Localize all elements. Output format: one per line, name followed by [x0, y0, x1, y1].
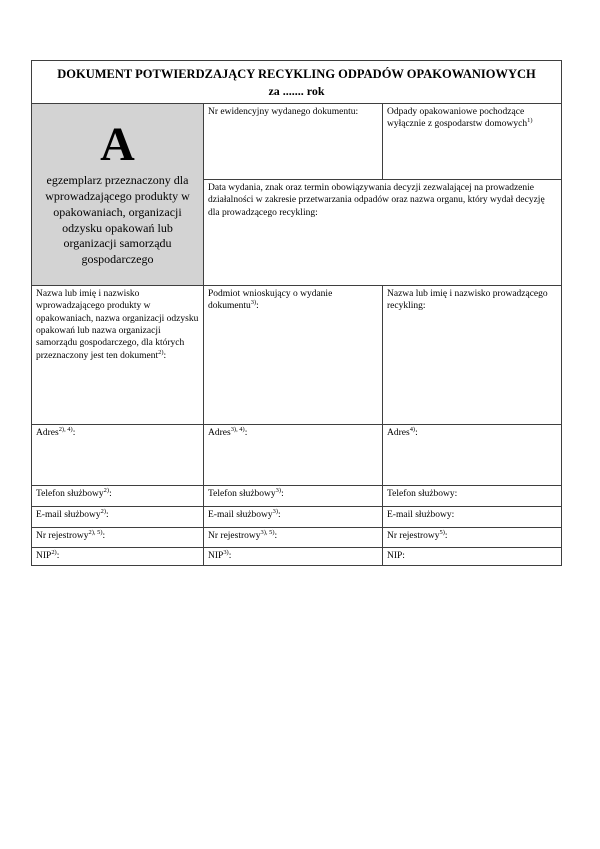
cell-registry-recycler — [383, 528, 562, 548]
cell-email-applicant — [204, 507, 383, 528]
label-suffix: : — [278, 510, 281, 520]
label-suffix: : — [274, 531, 278, 541]
cell-doc-number — [204, 104, 383, 180]
recycler-name-label: Nazwa lub imię i nazwisko prowadzącego recykling: — [387, 289, 548, 312]
doc-number-label: Nr ewidencyjny wydanego dokumentu: — [208, 107, 359, 117]
cell-decision — [204, 180, 562, 286]
phone-label: Telefon służbowy — [208, 489, 276, 499]
label-suffix: : — [102, 531, 106, 541]
phone-label: Telefon służbowy: — [387, 489, 458, 499]
cell-applicant — [204, 286, 383, 425]
cell-phone-recipient — [32, 486, 204, 507]
cell-household-waste — [383, 104, 562, 180]
label-suffix: : — [244, 428, 248, 438]
registry-label: Nr rejestrowy — [208, 531, 261, 541]
label-suffix: : — [163, 350, 167, 361]
copy-description: egzemplarz przeznaczony dla wprowadzającego produkty w opakowaniach, organizacji odzysku opakowań lub organizacji samorządu gospodarczego — [45, 172, 190, 267]
address-row — [32, 425, 562, 486]
footnote-ref: 3) — [250, 299, 257, 307]
label-suffix: : — [228, 551, 232, 561]
label-suffix: : — [72, 428, 76, 438]
cell-address-applicant — [204, 425, 383, 486]
form-title-year-line: za ....... rok — [268, 84, 325, 99]
label-suffix: : — [281, 489, 284, 499]
nip-label: NIP — [208, 551, 224, 561]
cell-nip-recycler — [383, 548, 562, 566]
footnote-ref: 3) — [275, 486, 282, 494]
footnote-ref: 4) — [409, 425, 416, 433]
cell-registry-applicant — [204, 528, 383, 548]
footnote-ref: 5) — [439, 528, 445, 536]
email-label: E-mail służbowy — [36, 510, 101, 520]
footnote-ref: 3), 5) — [260, 528, 275, 536]
label-suffix: : — [56, 551, 60, 561]
cell-phone-recycler — [383, 486, 562, 507]
footnote-ref: 2) — [103, 486, 110, 494]
household-waste-label: Odpady opakowaniowe pochodzące wyłącznie z gospodarstw domowych — [387, 107, 528, 130]
address-label: Adres — [36, 428, 59, 438]
cell-nip-applicant — [204, 548, 383, 566]
copy-a-box — [32, 104, 204, 286]
cell-recycler-name — [383, 286, 562, 425]
footnote-ref: 2), 5) — [88, 528, 103, 536]
email-label: E-mail służbowy: — [387, 510, 455, 520]
label-suffix: : — [109, 489, 112, 499]
phone-label: Telefon służbowy — [36, 489, 104, 499]
label-suffix: : — [444, 531, 448, 541]
applicant-label: Podmiot wnioskujący o wydanie dokumentu — [208, 289, 333, 312]
email-label: E-mail służbowy — [208, 510, 273, 520]
cell-email-recipient — [32, 507, 204, 528]
phone-row — [32, 486, 562, 507]
header-row — [32, 104, 562, 180]
footnote-ref: 2), 4) — [58, 425, 73, 433]
footnote-ref: 3), 4) — [230, 425, 245, 433]
label-suffix: : — [415, 428, 418, 438]
footnote-ref: 3) — [223, 548, 229, 556]
cell-address-recipient — [32, 425, 204, 486]
label-suffix: : — [106, 510, 109, 520]
footnote-ref: 1) — [527, 117, 533, 125]
decision-label: Data wydania, znak oraz termin obowiązywania decyzji zezwalającej na prowadzenie działalności w zakresie przetwarzania odpadów oraz nazwa organu, który wydał decyzję dla prowadzącego recykling: — [208, 183, 545, 218]
address-label: Adres — [208, 428, 231, 438]
copy-letter: A — [100, 117, 135, 171]
cell-recipient-name — [32, 286, 204, 425]
form-title: DOKUMENT POTWIERDZAJĄCY RECYKLING ODPADÓW OPAKOWANIOWYCH — [57, 67, 536, 81]
cell-registry-recipient — [32, 528, 204, 548]
title-row — [32, 61, 562, 104]
footnote-ref: 2) — [100, 507, 107, 515]
nip-label: NIP: — [387, 551, 405, 561]
registry-label: Nr rejestrowy — [36, 531, 89, 541]
cell-address-recycler — [383, 425, 562, 486]
registry-label: Nr rejestrowy — [387, 531, 440, 541]
identity-row — [32, 286, 562, 425]
nip-label: NIP — [36, 551, 52, 561]
footnote-ref: 2) — [158, 348, 164, 356]
cell-email-recycler — [383, 507, 562, 528]
cell-nip-recipient — [32, 548, 204, 566]
form-title-cell — [32, 61, 562, 104]
registry-row — [32, 528, 562, 548]
footnote-ref: 3) — [272, 507, 279, 515]
cell-phone-applicant — [204, 486, 383, 507]
label-suffix: : — [256, 301, 259, 312]
footnote-ref: 2) — [51, 548, 57, 556]
recycling-form-table — [31, 60, 562, 566]
address-label: Adres — [387, 428, 410, 438]
nip-row — [32, 548, 562, 566]
recipient-name-label: Nazwa lub imię i nazwisko wprowadzającego produkty w opakowaniach, nazwa organizacji odzysku opakowań lub nazwa organizacji samorządu gospodarczego, dla których przeznaczony jest ten dokument — [36, 289, 199, 361]
email-row — [32, 507, 562, 528]
